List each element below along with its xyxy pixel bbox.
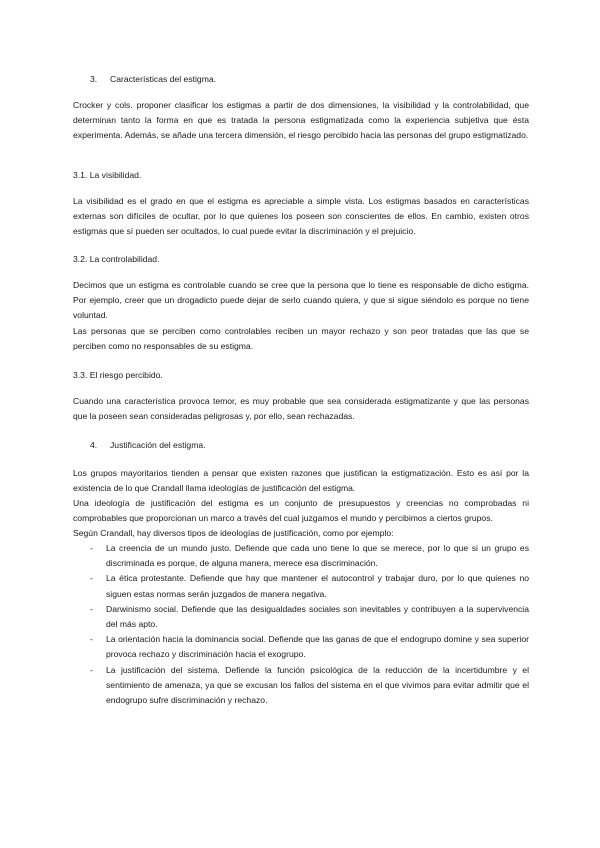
subsection-3-1-text: La visibilidad es el grado en que el estigma es apreciable a simple vista. Los estigmas basados en características externas son difíciles de ocultar, por lo que quienes los poseen son conscientes de ellos. En cambio, existen otros estigmas que sí pueden ser ocultados, lo cual puede evitar la discriminación y el prejuicio. — [73, 196, 529, 237]
subsection-3-2-title: 3.2. La controlabilidad. — [73, 254, 160, 264]
section-4-heading — [90, 438, 546, 453]
section-3-heading — [90, 72, 546, 87]
section-3-number: 3. — [90, 74, 98, 84]
bullet-dash: - — [90, 664, 93, 675]
bullet-dash: - — [90, 543, 93, 553]
section-3-intro: Crocker y cols. proponer clasificar los estigmas a partir de dos dimensiones, la visibilidad y la controlabilidad, que determinan tanto la forma en que es tratada la persona estigmatizada como la experiencia subjetiva que ésta experimenta. Además, se añade una tercera dimensión, el riesgo percibido hacia las personas del grupo estigmatizado. — [73, 100, 529, 141]
bullet-dash: - — [90, 603, 93, 614]
section-4-paragraph-1: Los grupos mayoritarios tienden a pensar que existen razones que justifican la estigmatización. Esto es así por la existencia de lo que Crandall llama ideologías de justificación del estigma. — [73, 468, 529, 494]
section-4-paragraph-2: Una ideología de justificación del estigma es un conjunto de presupuestos y creencias no comprobadas ni comprobables que proporcionan un marco a través del cual juzgamos el mundo y percibimos a ciertos grupos. — [73, 498, 529, 524]
subsection-3-3-title: 3.3. El riesgo percibido. — [73, 370, 163, 380]
subsection-3-2-text-2: Las personas que se perciben como controlables reciben un mayor rechazo y son peor tratadas que las que se perciben como no responsables de su estigma. — [73, 326, 529, 352]
subsection-3-2-text-1: Decimos que un estigma es controlable cuando se cree que la persona que lo tiene es responsable de dicho estigma. Por ejemplo, creer que un drogadicto puede dejar de serlo cuando quiera, y que si sigue siéndolo es porque no tiene voluntad. — [73, 280, 529, 321]
list-item-text: Darwinismo social. Defiende que las desigualdades sociales son inevitables y contribuyen a la supervivencia del más apto. — [106, 603, 529, 630]
subsection-3-1-title: 3.1. La visibilidad. — [73, 170, 142, 180]
list-item — [90, 663, 529, 709]
list-item-text: La ética protestante. Defiende que hay que mantener el autocontrol y trabajar duro, por lo que quienes no siguen estas normas serán juzgados de manera negativa. — [106, 573, 529, 599]
bullet-dash: - — [90, 573, 93, 584]
section-4-title: Justificación del estigma. — [110, 440, 206, 450]
subsection-3-3-text: Cuando una característica provoca temor, es muy probable que sea considerada estigmatizante y que las personas que la poseen sean consideradas peligrosas y, por ello, sean rechazadas. — [73, 396, 529, 422]
list-item-text: La creencia de un mundo justo. Defiende que cada uno tiene lo que se merece, por lo que si un grupo es discriminada es porque, de alguna manera, merece esa discriminación. — [106, 543, 529, 569]
list-item — [90, 602, 529, 632]
ideologies-list — [90, 541, 529, 708]
list-item — [90, 571, 529, 601]
section-4-paragraph-3: Según Crandall, hay diversos tipos de ideologías de justificación, como por ejemplo: — [73, 528, 394, 538]
section-4-number: 4. — [90, 440, 98, 450]
list-item — [90, 632, 529, 662]
bullet-dash: - — [90, 634, 93, 645]
list-item-text: La justificación del sistema. Defiende la función psicológica de la reducción de la incertidumbre y el sentimiento de amenaza, ya que se excusan los fallos del sistema en el que vivimos para evitar admitir que el endogrupo sufre discriminación y rechazo. — [106, 664, 529, 706]
list-item — [90, 541, 529, 571]
list-item-text: La orientación hacia la dominancia social. Defiende que las ganas de que el endogrupo domine y sea superior provoca rechazo y discriminación hacia el exogrupo. — [106, 634, 529, 660]
section-3-title: Características del estigma. — [110, 74, 217, 84]
